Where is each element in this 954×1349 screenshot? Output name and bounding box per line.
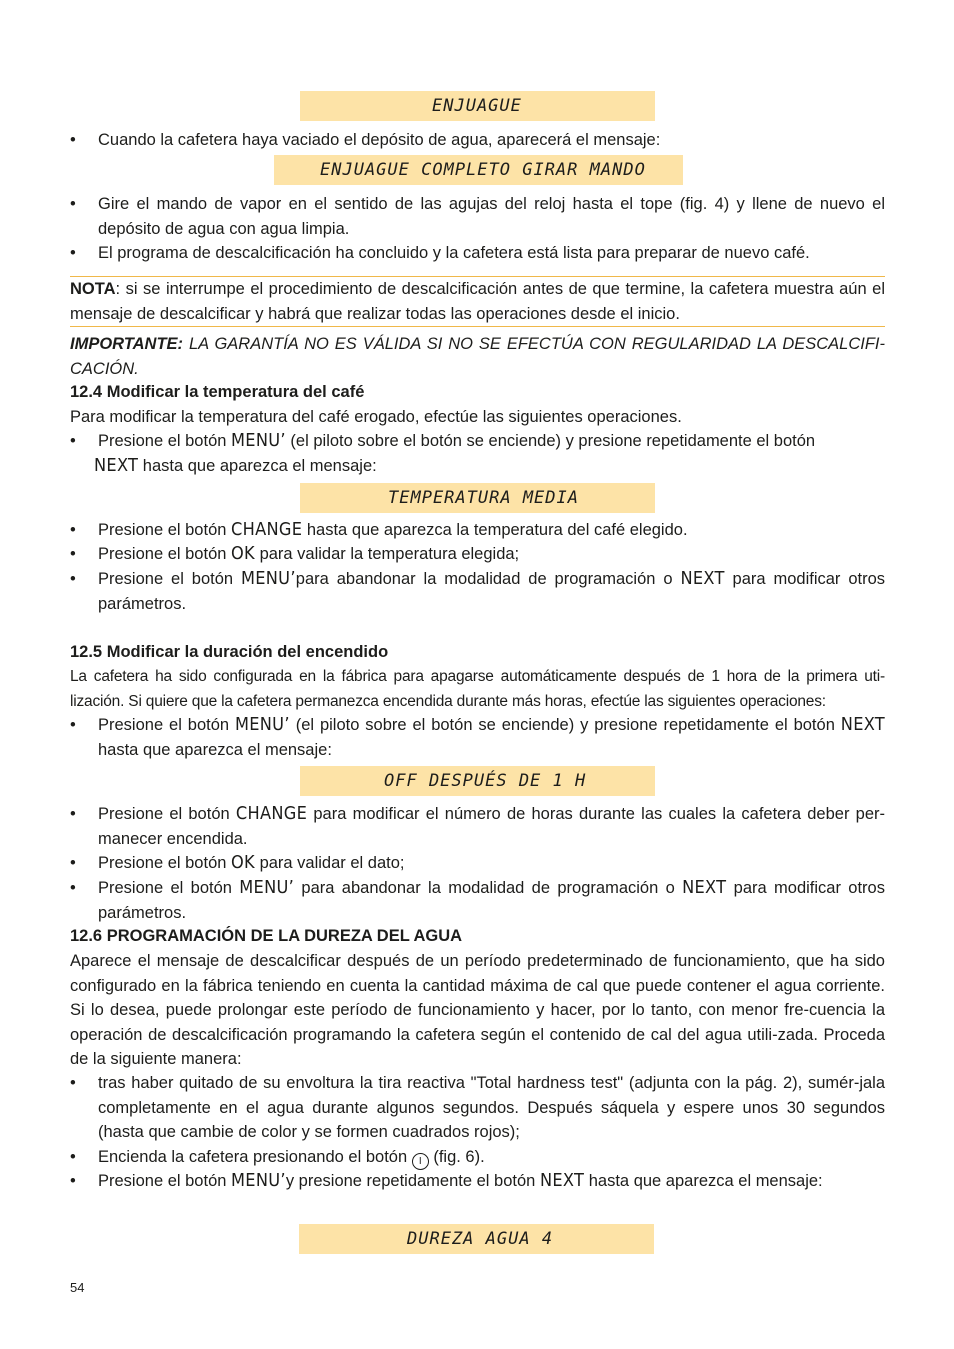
bullet-concluido: • El programa de descalcificación ha concluido y la cafetera está lista para preparar de nuevo café. — [70, 241, 885, 266]
bullet-mando: • Gire el mando de vapor en el sentido de las agujas del reloj hasta el tope (fig. 4) y llene de nuevo el depósito de agua con agua limpia. — [70, 192, 885, 241]
display-text: ENJUAGUE COMPLETO GIRAR MANDO — [320, 160, 646, 180]
bullet-12-4-menu: • Presione el botón MENU’ (el piloto sobre el botón se enciende) y presione repetidamente el botón NEXT hasta que aparezca el mensaje: — [70, 430, 816, 476]
bullet-12-5-menu: • Presione el botón MENU’ (el piloto sobre el botón se enciende) y presione repetidamente el botón NEXT hasta que aparezca el mensaje: — [70, 714, 885, 759]
section-title-12-6: 12.6 PROGRAMACIÓN DE LA DUREZA DEL AGUA — [70, 927, 463, 945]
important-paragraph — [70, 332, 885, 381]
next-button-label: NEXT — [539, 1170, 585, 1191]
bullet-text: Cuando la cafetera haya vaciado el depósito de agua, aparecerá el mensaje: — [98, 131, 661, 149]
bullet-12-4-exit: • Presione el botón MENU’para abandonar la modalidad de programación o NEXT para modificar otros parámetros. — [70, 568, 885, 613]
display-enjuague — [300, 91, 655, 121]
ok-button-label: OK — [231, 852, 255, 873]
bullet-12-6-menu: • Presione el botón MENU’y presione repetidamente el botón NEXT hasta que aparezca el mensaje: — [70, 1170, 823, 1191]
bullet-12-6-power: • Encienda la cafetera presionando el botón I (fig. 6). — [70, 1145, 885, 1170]
bullet-text: tras haber quitado de su envoltura la tira reactiva "Total hardness test" (adjunta con la pág. 2), sumér-jala completamente en el agua durante algunos segundos. Después sáquela y espere unos 30 segundos (hasta que cambie de color y se formen cuadrados rojos); — [98, 1074, 885, 1141]
section-12-4-intro: Para modificar la temperatura del café erogado, efectúe las siguientes operaciones. — [70, 408, 682, 426]
bullet-12-4-ok: • Presione el botón OK para validar la temperatura elegida; — [70, 543, 520, 564]
display-enjuague-completo — [274, 155, 683, 185]
display-temperatura-media — [300, 483, 655, 513]
section-12-6-intro: Aparece el mensaje de descalcificar después de un período predeterminado de funcionamiento, que ha sido configurado en la fábrica teniendo en cuenta la cantidad máxima de cal que puede contener el agua corriente. Si lo desea, puede prolongar este período de funcionamiento y hacer, por lo tanto, con menor fre-cuencia la operación de descalcificación programando la cafetera según el contenido de cal del agua utili-zada. Proceda de la siguiente manera: — [70, 952, 885, 1068]
menu-button-label: MENU’ — [240, 568, 296, 589]
next-button-label: NEXT — [840, 714, 885, 735]
power-icon: I — [412, 1153, 429, 1170]
display-text: DUREZA AGUA 4 — [407, 1229, 554, 1249]
note-text: : si se interrumpe el procedimiento de descalcificación antes de que termine, la cafetera muestra aún el mensaje de descalcificar y habrá que realizar todas las operaciones desde el inicio. — [70, 280, 885, 323]
bullet-12-5-exit: • Presione el botón MENU’ para abandonar la modalidad de programación o NEXT para modificar otros parámetros. — [70, 877, 885, 922]
menu-button-label: MENU’ — [231, 430, 286, 451]
bullet-12-5-ok: • Presione el botón OK para validar el dato; — [70, 852, 405, 873]
note-label: NOTA — [70, 280, 116, 298]
next-button-label: NEXT — [94, 454, 139, 476]
page-number: 54 — [70, 1280, 85, 1295]
important-label: IMPORTANTE: — [70, 335, 184, 353]
change-button-label: CHANGE — [231, 519, 303, 540]
display-text: OFF DESPUÉS DE 1 H — [384, 771, 587, 791]
display-dureza-agua — [299, 1224, 654, 1254]
ok-button-label: OK — [231, 543, 255, 564]
menu-button-label: MENU’ — [231, 1170, 286, 1191]
note-paragraph — [70, 277, 885, 326]
change-button-label: CHANGE — [235, 803, 308, 824]
important-text: LA GARANTÍA NO ES VÁLIDA SI NO SE EFECTÚA CON REGULARIDAD LA DESCALCIFI-CACIÓN. — [70, 335, 885, 378]
bullet-text: El programa de descalcificación ha concluido y la cafetera está lista para preparar de nuevo café. — [98, 244, 810, 262]
bullet-12-4-change: • Presione el botón CHANGE hasta que aparezca la temperatura del café elegido. — [70, 519, 688, 540]
section-title-12-4: 12.4 Modificar la temperatura del café — [70, 383, 365, 401]
menu-button-label: MENU’ — [239, 877, 295, 898]
menu-button-label: MENU’ — [234, 714, 290, 735]
display-text: TEMPERATURA MEDIA — [388, 488, 579, 508]
bullet-text: Gire el mando de vapor en el sentido de las agujas del reloj hasta el tope (fig. 4) y llene de nuevo el depósito de agua con agua limpia. — [98, 195, 885, 238]
bullet-12-6-strip: • tras haber quitado de su envoltura la tira reactiva "Total hardness test" (adjunta con la pág. 2), sumér-jala completamente en el agua durante algunos segundos. Después sáquela y espere unos 30 segundos (hasta que cambie de color y se formen cuadrados rojos); — [70, 1071, 885, 1145]
divider-bottom — [70, 326, 885, 327]
section-12-5-intro: La cafetera ha sido configurada en la fábrica para apagarse automáticamente después de 1 hora de la primera uti-lización. Si quiere que la cafetera permanezca encendida durante más horas, efectúe las siguientes operaciones: — [70, 668, 885, 710]
bullet-12-5-change: • Presione el botón CHANGE para modificar el número de horas durante las cuales la cafetera deber per-manecer encendida. — [70, 803, 885, 848]
next-button-label: NEXT — [682, 877, 727, 898]
next-button-label: NEXT — [680, 568, 725, 589]
display-text: ENJUAGUE — [432, 96, 522, 116]
bullet-vaciado: • Cuando la cafetera haya vaciado el depósito de agua, aparecerá el mensaje: — [70, 128, 885, 153]
display-off-1h — [300, 766, 655, 796]
section-title-12-5: 12.5 Modificar la duración del encendido — [70, 643, 389, 661]
